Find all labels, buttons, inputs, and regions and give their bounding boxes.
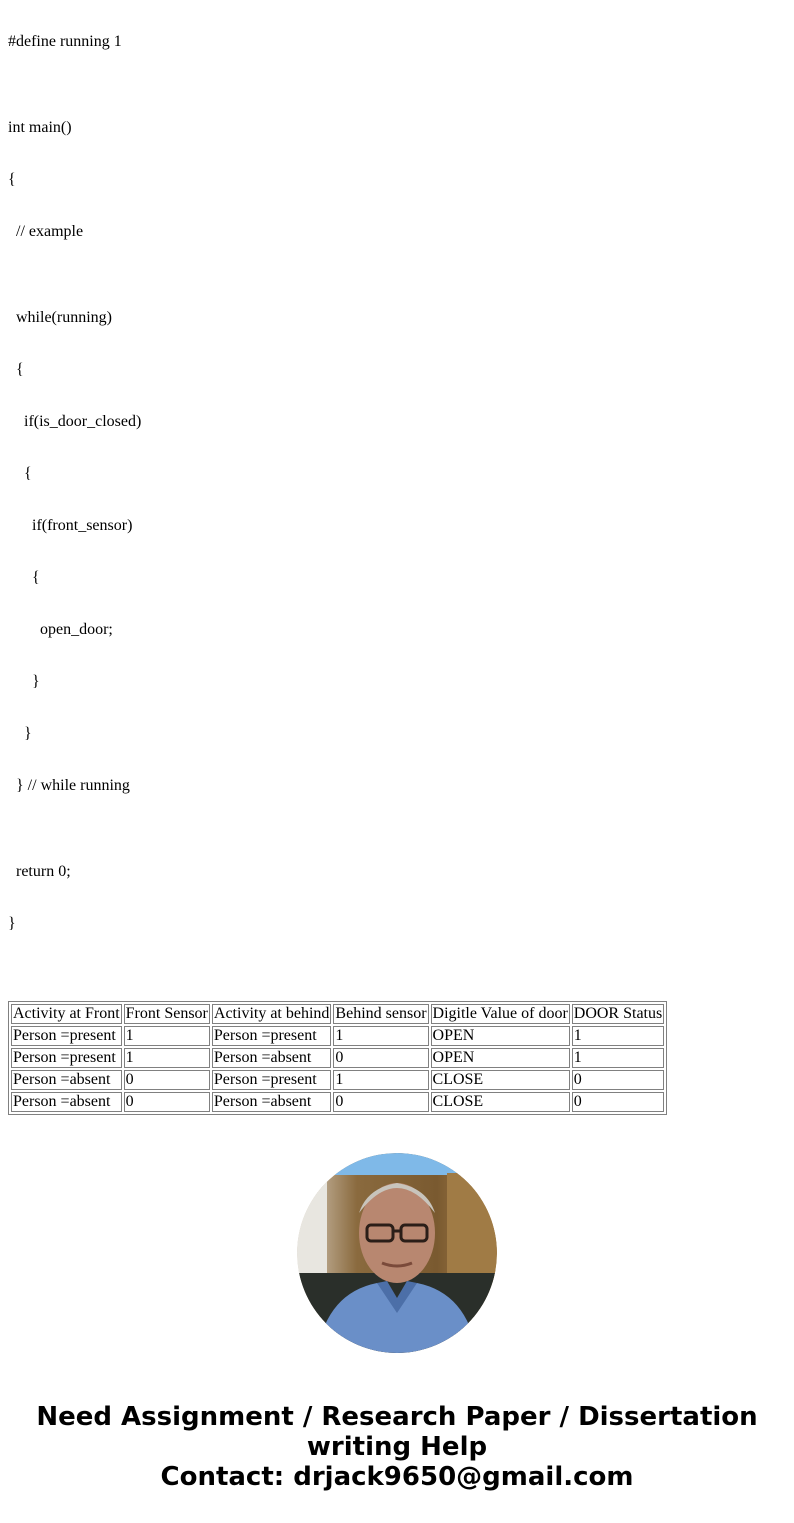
truth-table: [8, 1001, 667, 1115]
table-row: [11, 1070, 664, 1090]
table-cell: 1: [124, 1048, 210, 1068]
table-cell: Person =absent: [212, 1092, 332, 1112]
footer-contact-email: Contact: drjack9650@gmail.com: [160, 1462, 634, 1492]
table-header-row: [11, 1004, 664, 1024]
table-cell: 0: [124, 1070, 210, 1090]
truth-table-container: [8, 1001, 667, 1115]
table-cell: 1: [124, 1026, 210, 1046]
table-row: [11, 1048, 664, 1068]
author-avatar: [297, 1153, 497, 1353]
author-portrait-icon: [297, 1153, 497, 1353]
code-line: }: [8, 915, 16, 932]
column-header: Activity at behind: [213, 1005, 330, 1022]
code-line: {: [8, 361, 24, 378]
table-cell: Person =absent: [11, 1092, 122, 1112]
column-header: Front Sensor: [125, 1005, 208, 1022]
code-line: open_door;: [8, 621, 113, 638]
table-cell: 1: [572, 1048, 664, 1068]
table-cell: 0: [124, 1092, 210, 1112]
table-cell: 0: [572, 1070, 664, 1090]
table-cell: Person =present: [11, 1026, 122, 1046]
footer-contact: [0, 1402, 794, 1492]
column-header: Activity at Front: [13, 1005, 120, 1022]
code-line: {: [8, 465, 32, 482]
code-line: }: [8, 725, 32, 742]
table-cell: 0: [572, 1092, 664, 1112]
code-line: } // while running: [8, 777, 130, 794]
code-line: {: [8, 569, 40, 586]
table-cell: Person =absent: [212, 1048, 332, 1068]
table-cell: 1: [333, 1026, 428, 1046]
code-line: if(front_sensor): [8, 517, 133, 534]
table-cell: CLOSE: [431, 1092, 570, 1112]
footer-line: writing Help: [306, 1432, 488, 1462]
table-cell: 0: [333, 1092, 428, 1112]
code-line: {: [8, 171, 16, 188]
table-cell: Person =present: [212, 1026, 332, 1046]
table-row: [11, 1092, 664, 1112]
table-cell: 1: [572, 1026, 664, 1046]
table-cell: 1: [333, 1070, 428, 1090]
column-header: Behind sensor: [335, 1005, 427, 1022]
table-cell: OPEN: [431, 1048, 570, 1068]
column-header: Digitle Value of door: [432, 1005, 568, 1022]
code-line: int main(): [8, 119, 72, 136]
table-cell: Person =absent: [11, 1070, 122, 1090]
code-line: // example: [8, 223, 84, 240]
code-line: return 0;: [8, 863, 71, 880]
table-cell: 0: [333, 1048, 428, 1068]
column-header: DOOR Status: [573, 1005, 663, 1022]
footer-line: Need Assignment / Research Paper / Dissertation: [36, 1402, 758, 1432]
table-row: [11, 1026, 664, 1046]
table-cell: CLOSE: [431, 1070, 570, 1090]
code-line: while(running): [8, 309, 112, 326]
code-line: if(is_door_closed): [8, 413, 142, 430]
code-line: }: [8, 673, 40, 690]
table-cell: Person =present: [11, 1048, 122, 1068]
code-line: #define running 1: [8, 33, 122, 50]
table-cell: Person =present: [212, 1070, 332, 1090]
table-cell: OPEN: [431, 1026, 570, 1046]
